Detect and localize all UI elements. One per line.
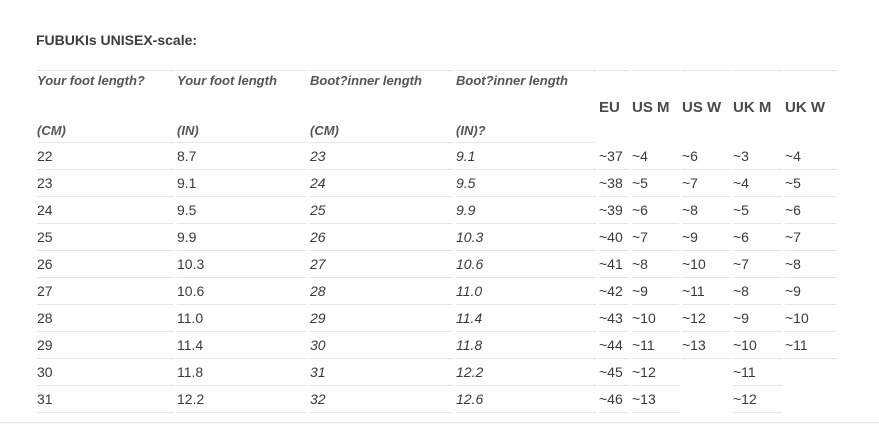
header-foot-length-cm: Your foot length? <box>37 70 174 99</box>
foot-length-cm-cell: 30 <box>37 359 174 386</box>
eu-size-cell: ~45 <box>599 359 629 386</box>
header-boot-inner-length-in-unit: (IN)? <box>456 99 596 143</box>
uk-w-size-cell <box>785 386 837 413</box>
boot-inner-length-cm-cell: 23 <box>310 143 453 170</box>
uk-m-size-cell: ~9 <box>733 305 782 332</box>
uk-w-size-cell: ~5 <box>785 170 837 197</box>
us-w-size-cell: ~9 <box>682 224 730 251</box>
uk-m-size-cell: ~7 <box>733 251 782 278</box>
table-row <box>37 251 837 278</box>
header-eu: EU <box>599 70 629 143</box>
foot-length-in-cell: 12.2 <box>177 386 307 413</box>
foot-length-in-cell: 10.3 <box>177 251 307 278</box>
eu-size-cell: ~46 <box>599 386 629 413</box>
boot-inner-length-cm-cell: 29 <box>310 305 453 332</box>
header-foot-length-in-unit: (IN) <box>177 99 307 143</box>
foot-length-cm-cell: 31 <box>37 386 174 413</box>
us-w-size-cell: ~6 <box>682 143 730 170</box>
us-m-size-cell: ~13 <box>632 386 679 413</box>
table-row <box>37 197 837 224</box>
header-uk-m: UK M <box>733 70 782 143</box>
table-row <box>37 332 837 359</box>
eu-size-cell: ~39 <box>599 197 629 224</box>
size-chart-header <box>37 70 837 143</box>
boot-inner-length-in-cell: 11.8 <box>456 332 596 359</box>
header-foot-length-cm-unit: (CM) <box>37 99 174 143</box>
us-m-size-cell: ~9 <box>632 278 679 305</box>
boot-inner-length-cm-cell: 28 <box>310 278 453 305</box>
boot-inner-length-cm-cell: 24 <box>310 170 453 197</box>
header-boot-inner-length-cm-unit: (CM) <box>310 99 453 143</box>
header-uk-w: UK W <box>785 70 837 143</box>
table-row <box>37 386 837 413</box>
boot-inner-length-cm-cell: 31 <box>310 359 453 386</box>
table-row <box>37 170 837 197</box>
uk-w-size-cell: ~8 <box>785 251 837 278</box>
boot-inner-length-in-cell: 9.5 <box>456 170 596 197</box>
boot-inner-length-in-cell: 11.0 <box>456 278 596 305</box>
foot-length-in-cell: 9.9 <box>177 224 307 251</box>
us-m-size-cell: ~4 <box>632 143 679 170</box>
size-chart-title: FUBUKIs UNISEX-scale: <box>36 32 198 48</box>
uk-m-size-cell: ~6 <box>733 224 782 251</box>
uk-m-size-cell: ~5 <box>733 197 782 224</box>
us-w-size-cell: ~7 <box>682 170 730 197</box>
uk-m-size-cell: ~10 <box>733 332 782 359</box>
foot-length-cm-cell: 29 <box>37 332 174 359</box>
us-w-size-cell: ~13 <box>682 332 730 359</box>
boot-inner-length-in-cell: 10.6 <box>456 251 596 278</box>
foot-length-in-cell: 11.0 <box>177 305 307 332</box>
boot-inner-length-cm-cell: 30 <box>310 332 453 359</box>
header-foot-length-in: Your foot length <box>177 70 307 99</box>
boot-inner-length-cm-cell: 32 <box>310 386 453 413</box>
table-row <box>37 143 837 170</box>
header-boot-inner-length-in: Boot?inner length <box>456 70 596 99</box>
uk-w-size-cell: ~11 <box>785 332 837 359</box>
uk-w-size-cell: ~7 <box>785 224 837 251</box>
table-row <box>37 224 837 251</box>
uk-m-size-cell: ~12 <box>733 386 782 413</box>
us-w-size-cell: ~11 <box>682 278 730 305</box>
uk-m-size-cell: ~4 <box>733 170 782 197</box>
foot-length-cm-cell: 26 <box>37 251 174 278</box>
boot-inner-length-cm-cell: 25 <box>310 197 453 224</box>
table-row <box>37 359 837 386</box>
uk-m-size-cell: ~3 <box>733 143 782 170</box>
foot-length-in-cell: 9.1 <box>177 170 307 197</box>
us-w-size-cell <box>682 386 730 413</box>
eu-size-cell: ~43 <box>599 305 629 332</box>
boot-inner-length-in-cell: 12.6 <box>456 386 596 413</box>
uk-m-size-cell: ~8 <box>733 278 782 305</box>
foot-length-cm-cell: 22 <box>37 143 174 170</box>
us-m-size-cell: ~8 <box>632 251 679 278</box>
uk-w-size-cell: ~10 <box>785 305 837 332</box>
foot-length-cm-cell: 27 <box>37 278 174 305</box>
eu-size-cell: ~37 <box>599 143 629 170</box>
size-chart-table <box>34 70 840 413</box>
us-w-size-cell: ~8 <box>682 197 730 224</box>
eu-size-cell: ~41 <box>599 251 629 278</box>
us-w-size-cell: ~12 <box>682 305 730 332</box>
uk-w-size-cell <box>785 359 837 386</box>
eu-size-cell: ~40 <box>599 224 629 251</box>
boot-inner-length-in-cell: 9.1 <box>456 143 596 170</box>
header-us-m: US M <box>632 70 679 143</box>
us-m-size-cell: ~11 <box>632 332 679 359</box>
us-m-size-cell: ~5 <box>632 170 679 197</box>
boot-inner-length-in-cell: 10.3 <box>456 224 596 251</box>
uk-m-size-cell: ~11 <box>733 359 782 386</box>
boot-inner-length-cm-cell: 27 <box>310 251 453 278</box>
us-w-size-cell: ~10 <box>682 251 730 278</box>
uk-w-size-cell: ~9 <box>785 278 837 305</box>
boot-inner-length-in-cell: 11.4 <box>456 305 596 332</box>
foot-length-cm-cell: 23 <box>37 170 174 197</box>
us-m-size-cell: ~7 <box>632 224 679 251</box>
eu-size-cell: ~44 <box>599 332 629 359</box>
foot-length-cm-cell: 28 <box>37 305 174 332</box>
us-m-size-cell: ~12 <box>632 359 679 386</box>
uk-w-size-cell: ~4 <box>785 143 837 170</box>
foot-length-cm-cell: 24 <box>37 197 174 224</box>
uk-w-size-cell: ~6 <box>785 197 837 224</box>
eu-size-cell: ~42 <box>599 278 629 305</box>
foot-length-in-cell: 10.6 <box>177 278 307 305</box>
table-row <box>37 305 837 332</box>
boot-inner-length-in-cell: 12.2 <box>456 359 596 386</box>
foot-length-cm-cell: 25 <box>37 224 174 251</box>
us-m-size-cell: ~10 <box>632 305 679 332</box>
eu-size-cell: ~38 <box>599 170 629 197</box>
us-w-size-cell <box>682 359 730 386</box>
page-bottom-divider <box>0 422 879 423</box>
size-chart-body <box>37 143 837 413</box>
foot-length-in-cell: 11.8 <box>177 359 307 386</box>
foot-length-in-cell: 9.5 <box>177 197 307 224</box>
header-us-w: US W <box>682 70 730 143</box>
boot-inner-length-in-cell: 9.9 <box>456 197 596 224</box>
header-boot-inner-length-cm: Boot?inner length <box>310 70 453 99</box>
boot-inner-length-cm-cell: 26 <box>310 224 453 251</box>
table-row <box>37 278 837 305</box>
foot-length-in-cell: 11.4 <box>177 332 307 359</box>
us-m-size-cell: ~6 <box>632 197 679 224</box>
foot-length-in-cell: 8.7 <box>177 143 307 170</box>
